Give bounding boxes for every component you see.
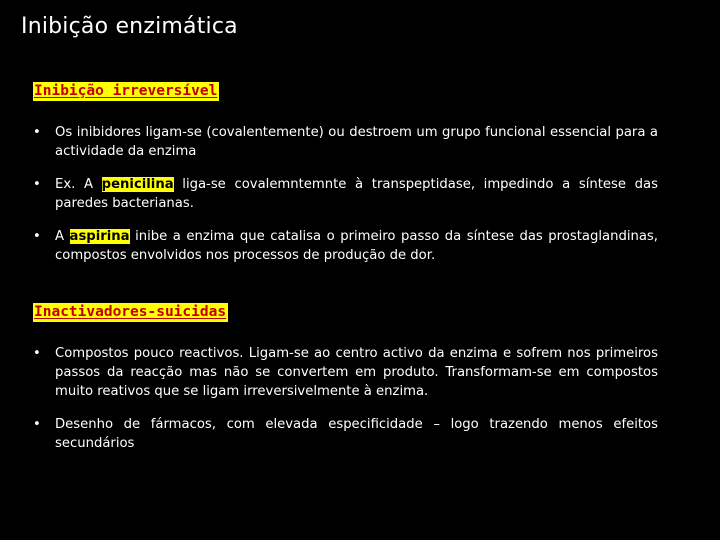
list-item: [33, 344, 658, 401]
slide-content: [33, 80, 658, 453]
section-heading-suicide-inactivators: Inactivadores-suicidas: [34, 304, 227, 320]
bullet-list-suicide-inactivators: [33, 344, 658, 453]
bullet-list-irreversible: [33, 123, 658, 265]
bullet-icon: •: [33, 125, 41, 140]
list-item: [33, 123, 658, 161]
bullet-icon: •: [33, 229, 41, 244]
bullet-text-before: Ex. A: [55, 177, 102, 192]
list-item: [33, 227, 658, 265]
bullet-text: Compostos pouco reactivos. Ligam-se ao centro activo da enzima e sofrem nos primeiros passos da reacção mas não se convertem em produto. Transformam-se em compostos muito reativos que se ligam irreversivelmente à enzima.: [55, 346, 658, 399]
bullet-icon: •: [33, 417, 41, 432]
highlight-aspirina: aspirina: [69, 229, 130, 244]
bullet-text-before: A: [55, 229, 70, 244]
bullet-text-after: liga-se covalemntemnte à transpeptidase, impedindo a síntese das paredes bacterianas.: [55, 177, 658, 211]
section-heading-irreversible: Inibição irreversível: [34, 83, 218, 99]
bullet-text: Desenho de fármacos, com elevada especificidade – logo trazendo menos efeitos secundários: [55, 417, 658, 451]
list-item: [33, 175, 658, 213]
slide-title: Inibição enzimática: [21, 14, 238, 39]
bullet-icon: •: [33, 177, 41, 192]
bullet-icon: •: [33, 346, 41, 361]
list-item: [33, 415, 658, 453]
bullet-text-after: inibe a enzima que catalisa o primeiro passo da síntese das prostaglandinas, compostos envolvidos nos processos de produção de dor.: [55, 229, 658, 263]
highlight-penicilina: penicilina: [101, 177, 174, 192]
bullet-text: Os inibidores ligam-se (covalentemente) ou destroem um grupo funcional essencial para a actividade da enzima: [55, 125, 658, 159]
